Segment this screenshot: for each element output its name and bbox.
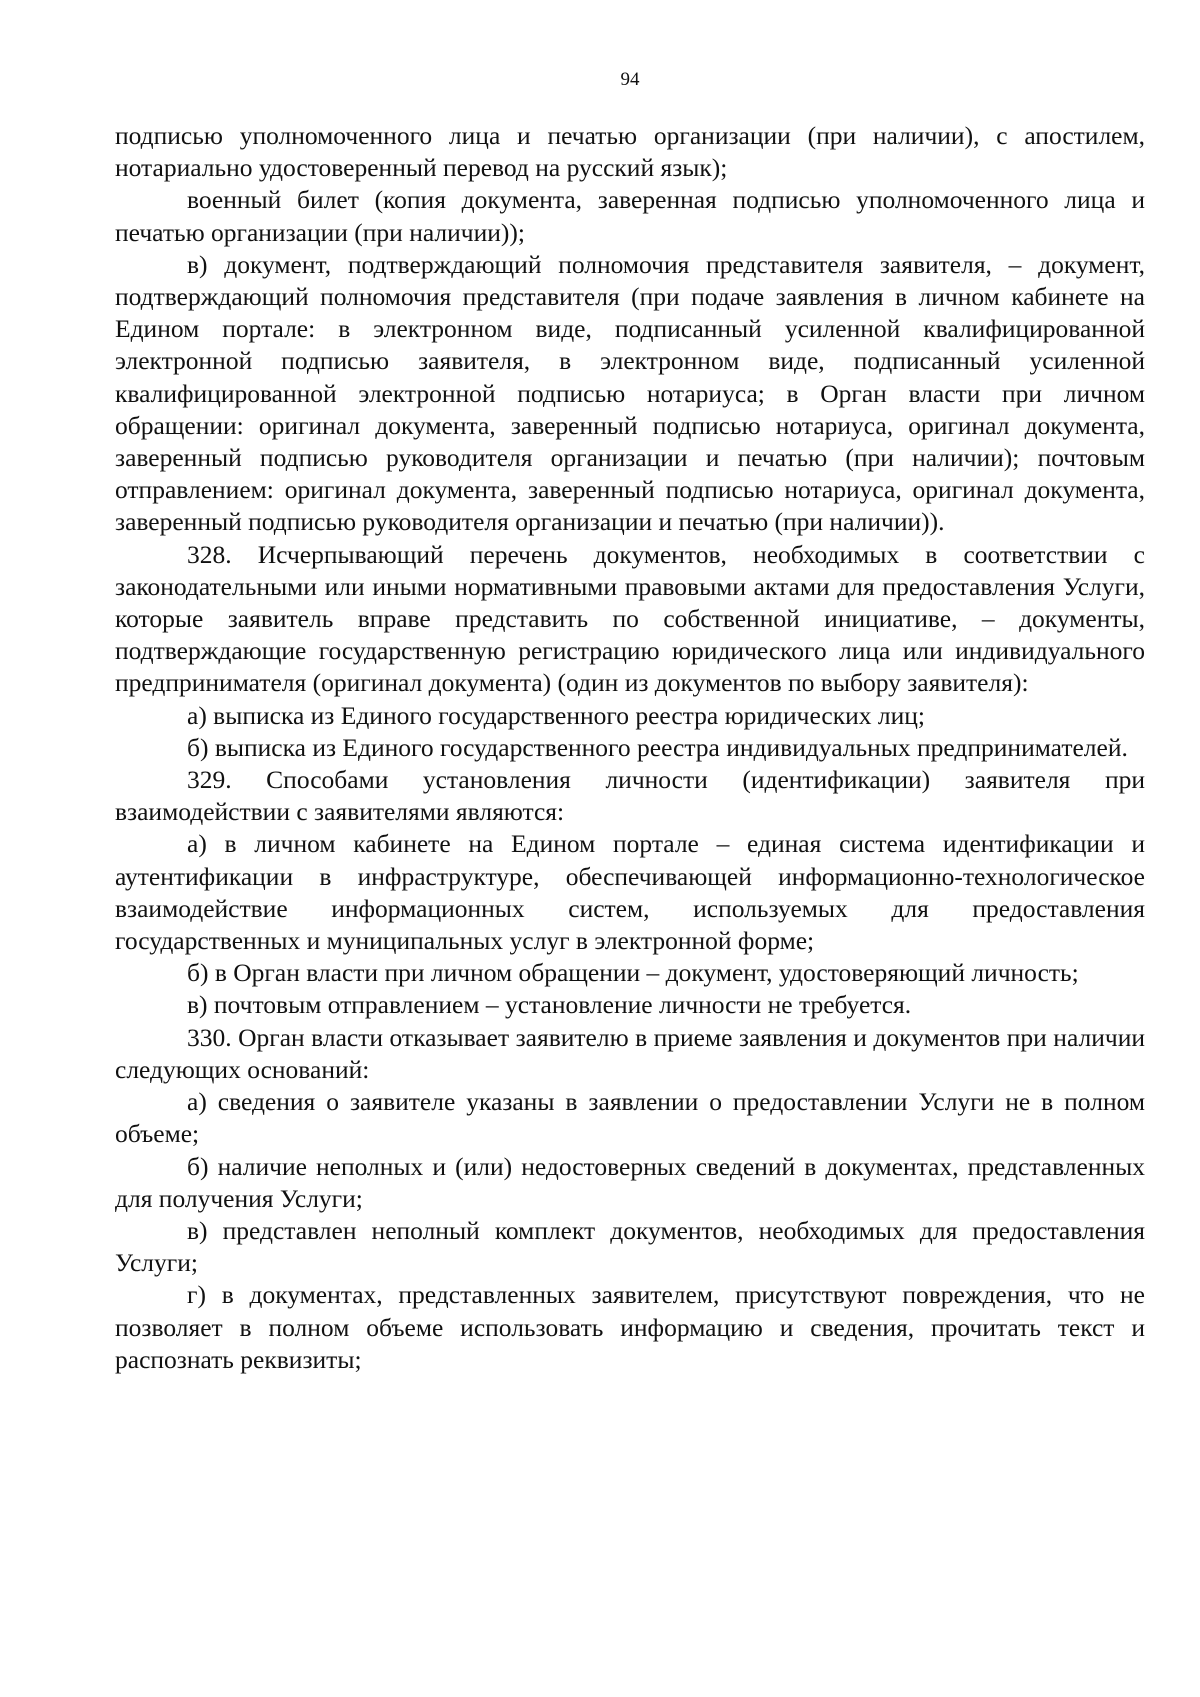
- page-number: 94: [620, 69, 640, 90]
- paragraph: а) в личном кабинете на Едином портале – единая система идентификации и аутентификации в инфраструктуре, обеспечивающей информационно-технологическое взаимодействие информационных систем, используемых для предоставления государственных и муниципальных услуг в электронной форме;: [115, 829, 1145, 956]
- paragraph: в) почтовым отправлением – установление личности не требуется.: [187, 990, 912, 1020]
- paragraph: 328. Исчерпывающий перечень документов, необходимых в соответствии с законодательными или иными нормативными правовыми актами для предоставления Услуги, которые заявитель вправе представить по собственной инициативе, – документы, подтверждающие государственную регистрацию юридического лица или индивидуального предпринимателя (оригинал документа) (один из документов по выбору заявителя):: [115, 539, 1145, 698]
- paragraph: а) выписка из Единого государственного реестра юридических лиц;: [187, 700, 926, 730]
- paragraph: б) в Орган власти при личном обращении – документ, удостоверяющий личность;: [187, 958, 1079, 988]
- paragraph: военный билет (копия документа, заверенная подписью уполномоченного лица и печатью организации (при наличии));: [115, 185, 1145, 247]
- paragraph: 330. Орган власти отказывает заявителю в приеме заявления и документов при наличии следующих оснований:: [115, 1022, 1145, 1084]
- paragraph: а) сведения о заявителе указаны в заявлении о предоставлении Услуги не в полном объеме;: [115, 1087, 1145, 1149]
- document-body: [115, 120, 1145, 1376]
- paragraph: г) в документах, представленных заявителем, присутствуют повреждения, что не позволяет в полном объеме использовать информацию и сведения, прочитать текст и распознать реквизиты;: [115, 1280, 1145, 1374]
- paragraph: б) наличие неполных и (или) недостоверных сведений в документах, представленных для получения Услуги;: [115, 1151, 1145, 1213]
- paragraph: в) документ, подтверждающий полномочия представителя заявителя, – документ, подтверждающий полномочия представителя (при подаче заявления в личном кабинете на Едином портале: в электронном виде, подписанный усиленной квалифицированной электронной подписью заявителя, в электронном виде, подписанный усиленной квалифицированной электронной подписью нотариуса; в Орган власти при личном обращении: оригинал документа, заверенный подписью нотариуса, оригинал документа, заверенный подписью руководителя организации и печатью (при наличии); почтовым отправлением: оригинал документа, заверенный подписью нотариуса, оригинал документа, заверенный подписью руководителя организации и печатью (при наличии)).: [115, 249, 1145, 537]
- paragraph: б) выписка из Единого государственного реестра индивидуальных предпринимателей.: [187, 732, 1128, 762]
- paragraph: подписью уполномоченного лица и печатью организации (при наличии), с апостилем, нотариально удостоверенный перевод на русский язык);: [115, 121, 1145, 183]
- paragraph: 329. Способами установления личности (идентификации) заявителя при взаимодействии с заявителями являются:: [115, 765, 1145, 827]
- paragraph: в) представлен неполный комплект документов, необходимых для предоставления Услуги;: [115, 1215, 1145, 1278]
